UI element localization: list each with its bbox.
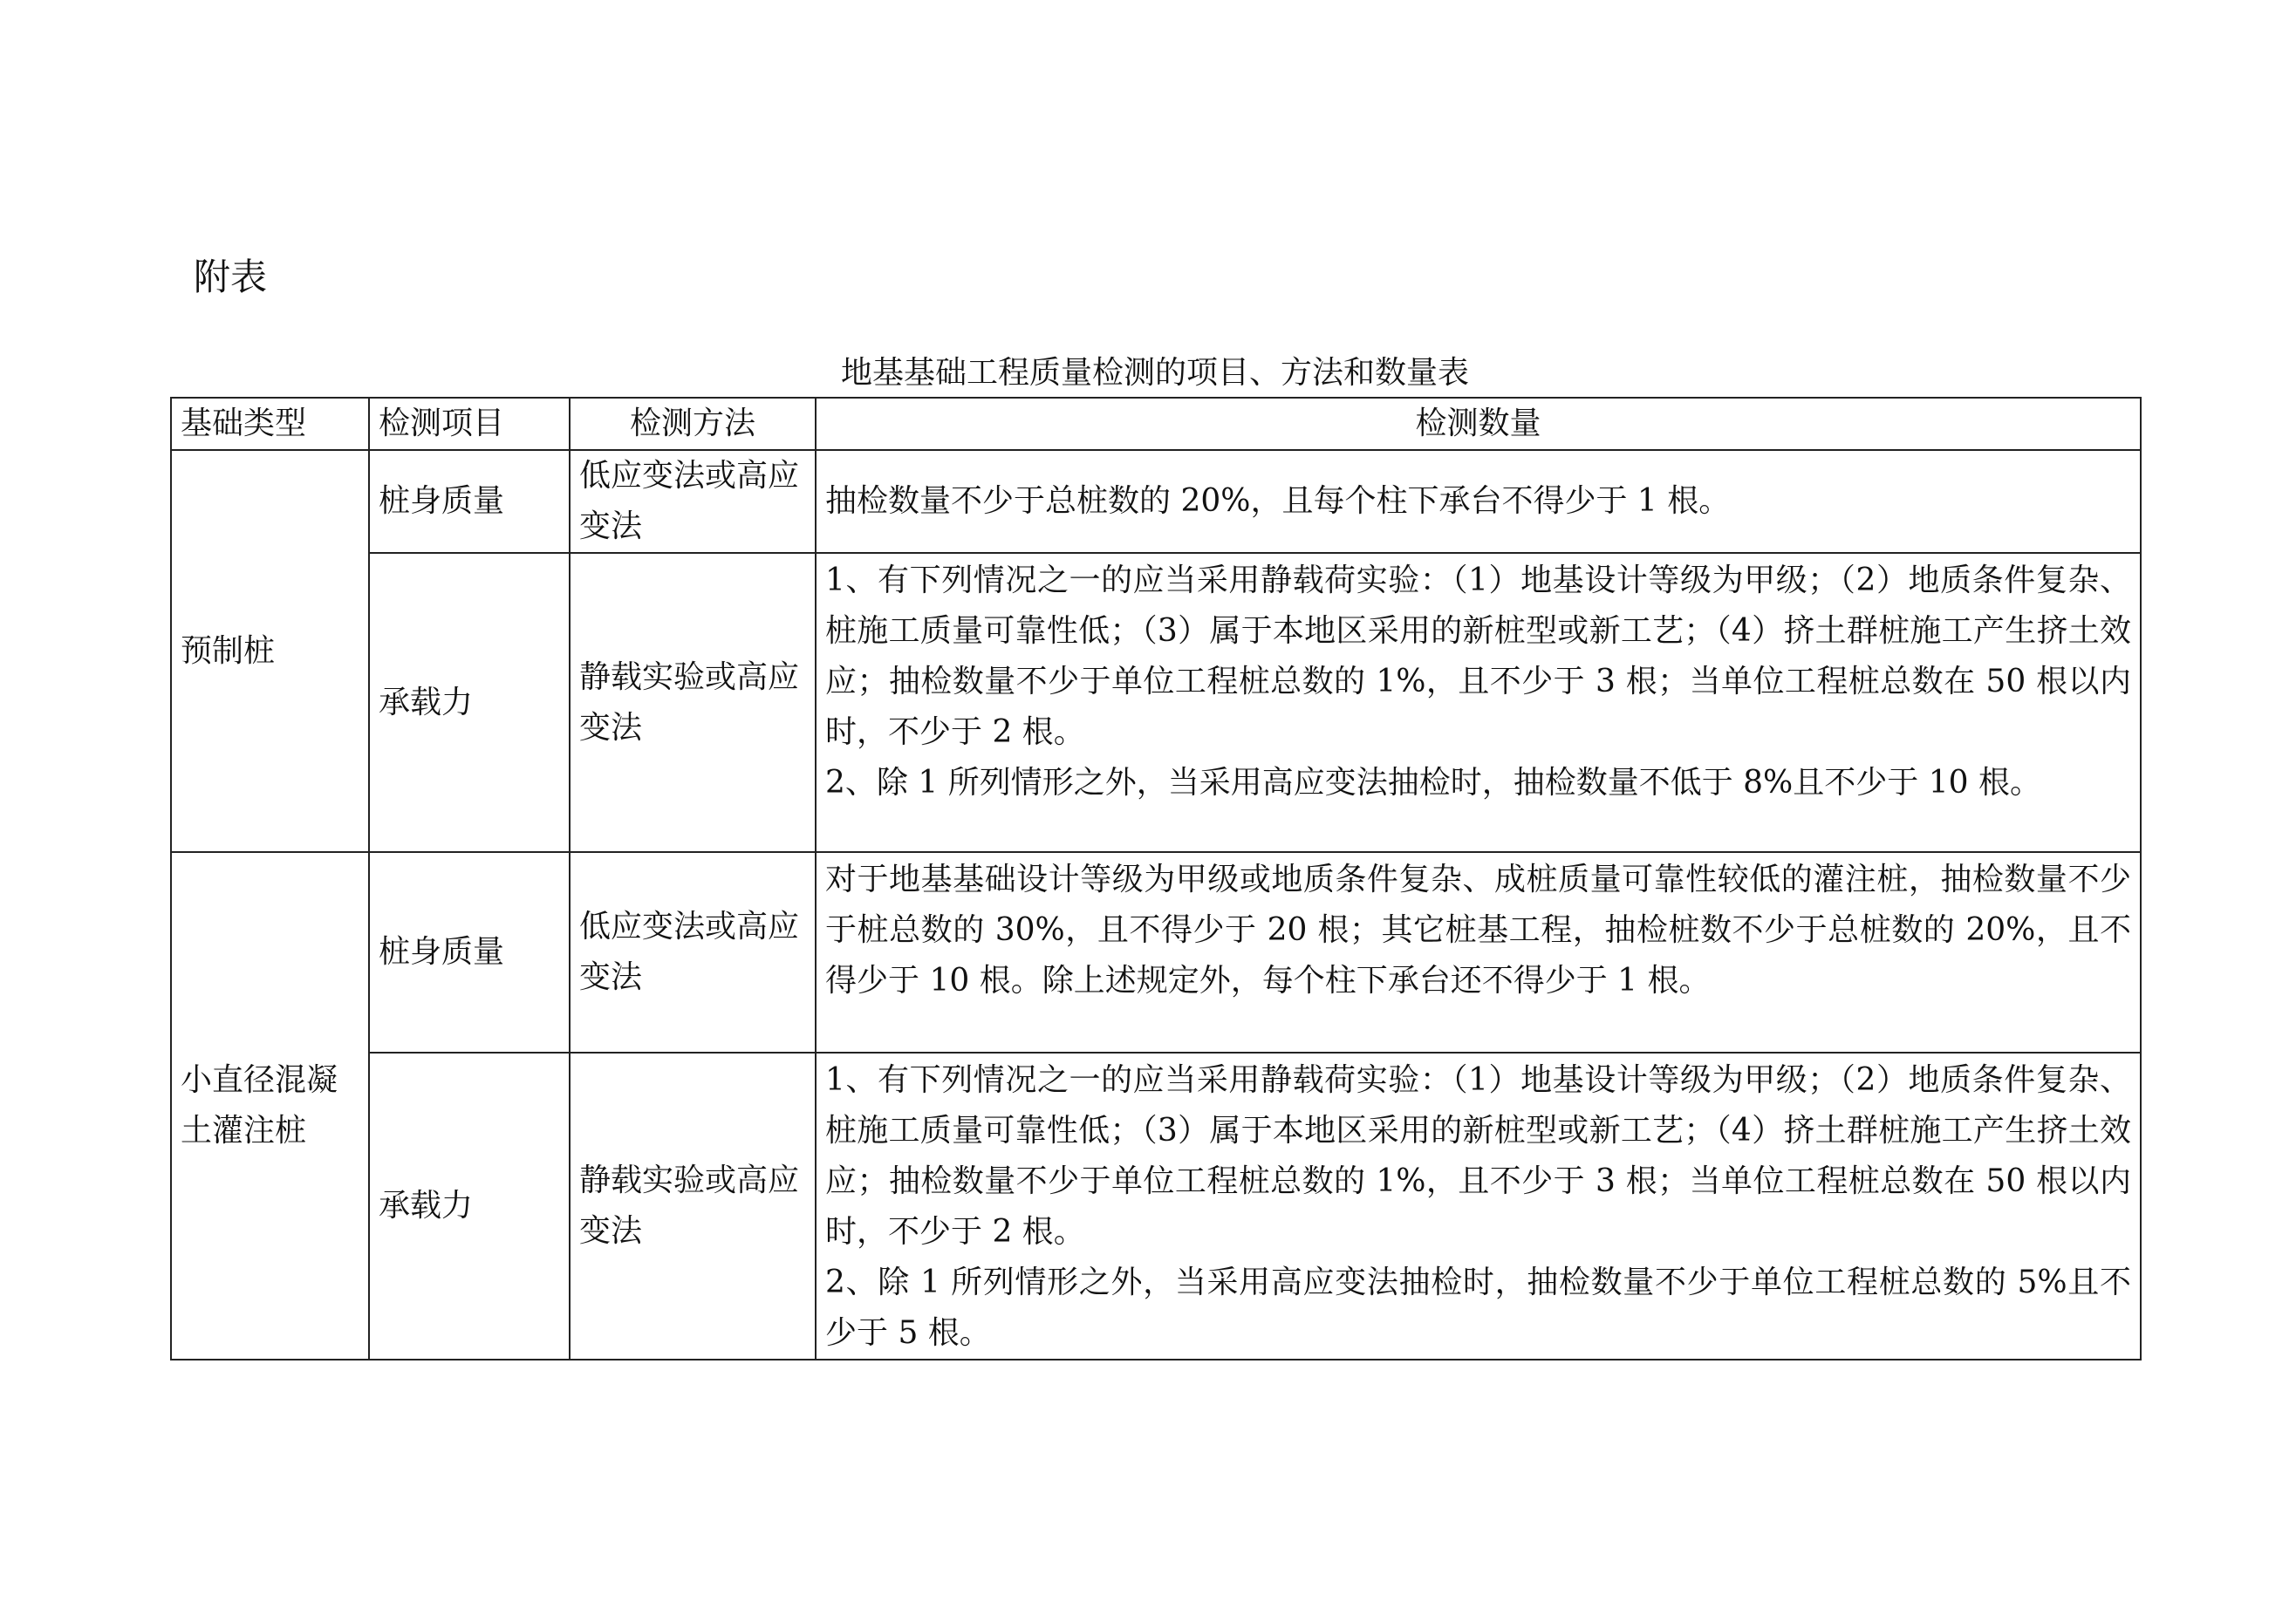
table-row [171, 852, 2141, 1053]
table-row [171, 553, 2141, 852]
table-title: 地基基础工程质量检测的项目、方法和数量表 [840, 355, 1469, 391]
inspection-table [170, 397, 2142, 1360]
foundation-type-cell: 小直径混凝土灌注桩 [171, 852, 369, 1360]
header-foundation-type: 基础类型 [171, 398, 369, 450]
test-quantity-cell [816, 852, 2141, 1053]
test-quantity-cell [816, 1053, 2141, 1360]
test-method-cell: 低应变法或高应变法 [570, 852, 816, 1053]
test-item-cell: 承载力 [369, 1053, 570, 1360]
test-quantity-cell [816, 553, 2141, 852]
test-method-cell: 低应变法或高应变法 [570, 450, 816, 553]
appendix-label: 附表 [194, 256, 268, 298]
test-item-cell: 桩身质量 [369, 852, 570, 1053]
table-row [171, 1053, 2141, 1360]
test-item-cell: 桩身质量 [369, 450, 570, 553]
quantity-paragraph: 1、有下列情况之一的应当采用静载荷实验：（1）地基设计等级为甲级；（2）地质条件复杂、桩施工质量可靠性低；（3）属于本地区采用的新桩型或新工艺；（4）挤土群桩施工产生挤土效应；抽检数量不少于单位工程桩总数的 1%，且不少于 3 根；当单位工程桩总数在 50 根以内时，不少于 2 根。 [825, 1062, 2131, 1250]
test-method-cell: 静载实验或高应变法 [570, 553, 816, 852]
quantity-paragraph: 抽检数量不少于总桩数的 20%，且每个柱下承台不得少于 1 根。 [825, 483, 1731, 519]
table-header-row [171, 398, 2141, 450]
quantity-paragraph: 1、有下列情况之一的应当采用静载荷实验：（1）地基设计等级为甲级；（2）地质条件复杂、桩施工质量可靠性低；（3）属于本地区采用的新桩型或新工艺；（4）挤土群桩施工产生挤土效应；抽检数量不少于单位工程桩总数的 1%，且不少于 3 根；当单位工程桩总数在 50 根以内时，不少于 2 根。 [825, 563, 2131, 750]
quantity-paragraph: 2、除 1 所列情形之外，当采用高应变法抽检时，抽检数量不低于 8%且不少于 10 根。 [825, 765, 2041, 801]
test-item-cell: 承载力 [369, 553, 570, 852]
test-method-cell: 静载实验或高应变法 [570, 1053, 816, 1360]
test-quantity-cell [816, 450, 2141, 553]
quantity-paragraph: 2、除 1 所列情形之外，当采用高应变法抽检时，抽检数量不少于单位工程桩总数的 5%且不少于 5 根。 [825, 1265, 2131, 1351]
quantity-paragraph: 对于地基基础设计等级为甲级或地质条件复杂、成桩质量可靠性较低的灌注桩，抽检数量不少于桩总数的 30%，且不得少于 20 根；其它桩基工程，抽检桩数不少于总桩数的 20%，且不得少于 10 根。除上述规定外，每个柱下承台还不得少于 1 根。 [825, 862, 2131, 999]
foundation-type-cell: 预制桩 [171, 450, 369, 852]
header-test-method: 检测方法 [570, 398, 816, 450]
table-row [171, 450, 2141, 553]
header-test-quantity: 检测数量 [816, 398, 2141, 450]
header-test-item: 检测项目 [369, 398, 570, 450]
